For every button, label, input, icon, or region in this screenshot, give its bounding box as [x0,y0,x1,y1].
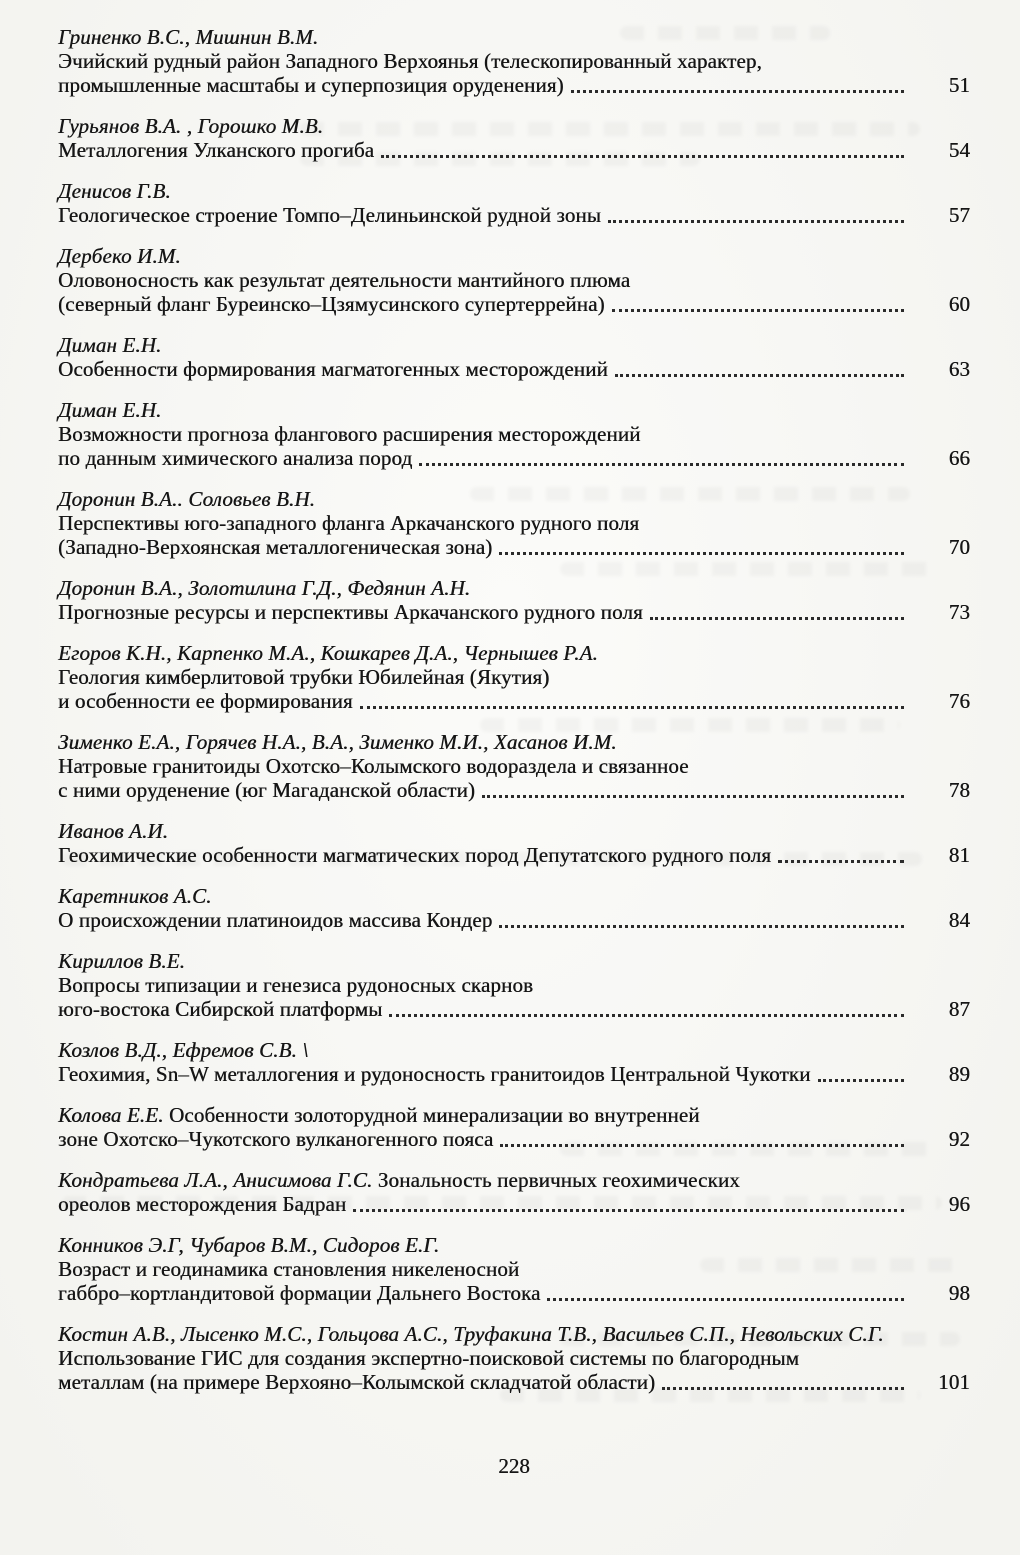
entry-title-text: Особенности золоторудной минерализации во внутренней [168,1103,700,1127]
entry-title-text: Вопросы типизации и генезиса рудоносных скарнов [58,973,534,997]
entry-page-number: 66 [948,446,970,470]
entry-title-text: Перспективы юго-западного фланга Аркачанского рудного поля [58,511,640,535]
entry-authors-line [58,114,970,138]
entry-title-line [58,1370,970,1394]
entry-authors-line [58,487,970,511]
entry-authors: Зименко Е.А., Горячев Н.А., В.А., Зименко М.И., Хасанов И.М. [58,730,617,754]
entry-page-number: 63 [948,357,970,381]
entry-title-text: Возраст и геодинамика становления никеленосной [58,1257,520,1281]
entry-title-text: Металлогения Улканского прогиба [58,138,375,162]
entry-authors-line [58,1233,970,1257]
entry-title-line [58,511,970,535]
entry-title-text: ореолов месторождения Бадран [58,1192,347,1216]
entry-authors: Иванов А.И. [58,819,169,843]
entry-page-number: 89 [948,1062,970,1086]
entry-title-line [58,1168,970,1192]
entry-title-text: промышленные масштабы и суперпозиция оруденения) [58,73,564,97]
entry-authors-line [58,949,970,973]
toc-entry [58,819,970,867]
dotted-leader [650,617,904,620]
entry-authors: Егоров К.Н., Карпенко М.А., Кошкарев Д.А., Чернышев Р.А. [58,641,598,665]
dotted-leader [499,925,904,928]
entry-title-text: Прогнозные ресурсы и перспективы Аркачанского рудного поля [58,600,643,624]
entry-title-line [58,1192,970,1216]
entry-title-text: Натровые гранитоиды Охотско–Колымского водораздела и связанное [58,754,689,778]
toc-entry [58,884,970,932]
toc-entry [58,641,970,713]
entry-title-text: (Западно-Верхоянская металлогеническая зона) [58,535,493,559]
entry-title-line [58,689,970,713]
entry-title-text: Геология кимберлитовой трубки Юбилейная (Якутия) [58,665,550,689]
entry-authors: Доронин В.А.. Соловьев В.Н. [58,487,316,511]
entry-title-text: Оловоносность как результат деятельности мантийного плюма [58,268,631,292]
entry-authors: Козлов В.Д., Ефремов С.В. \ [58,1038,309,1062]
entry-title-text: Геологическое строение Томпо–Делиньинской рудной зоны [58,203,601,227]
entry-title-line [58,1127,970,1151]
entry-title-line [58,268,970,292]
entry-title-text: металлам (на примере Верхояно–Колымской складчатой области) [58,1370,656,1394]
entry-title-line [58,843,970,867]
entry-title-line [58,49,970,73]
entry-authors: Диман Е.Н. [58,398,162,422]
toc-list [58,25,970,1394]
entry-authors-line [58,398,970,422]
entry-title-line [58,292,970,316]
dotted-leader [499,552,904,555]
toc-entry [58,1322,970,1394]
entry-title-line [58,73,970,97]
page-footer [58,1454,970,1479]
entry-authors-line [58,244,970,268]
dotted-leader [662,1387,904,1390]
entry-page-number: 60 [948,292,970,316]
entry-authors-line [58,576,970,600]
entry-authors-line [58,819,970,843]
entry-title-text: габбро–кортландитовой формации Дальнего Востока [58,1281,541,1305]
entry-title-text: Использование ГИС для создания экспертно-поисковой системы по благородным [58,1346,800,1370]
entry-authors: Костин А.В., Лысенко М.С., Гольцова А.С., Труфакина Т.В., Васильев С.П., Невольских С.Г. [58,1322,884,1346]
entry-authors: Денисов Г.В. [58,179,171,203]
entry-title-text: юго-востока Сибирской платформы [58,997,383,1021]
entry-title-line [58,908,970,932]
dotted-leader [608,220,904,223]
dotted-leader [360,706,904,709]
entry-title-text: Возможности прогноза флангового расширения месторождений [58,422,641,446]
entry-title-text: с ними оруденение (юг Магаданской области) [58,778,475,802]
entry-title-line [58,535,970,559]
entry-authors: Кириллов В.Е. [58,949,185,973]
toc-entry [58,398,970,470]
toc-entry [58,179,970,227]
dotted-leader [615,374,904,377]
entry-authors: Колова Е.Е. [58,1103,169,1127]
entry-title-text: Геохимия, Sn–W металлогения и рудоносность гранитоидов Центральной Чукотки [58,1062,811,1086]
entry-authors: Кондратьева Л.А., Анисимова Г.С. [58,1168,378,1192]
entry-authors: Диман Е.Н. [58,333,162,357]
entry-page-number: 57 [948,203,970,227]
dotted-leader [381,155,904,158]
entry-authors: Конников Э.Г, Чубаров В.М., Сидоров Е.Г. [58,1233,440,1257]
entry-page-number: 84 [948,908,970,932]
entry-authors: Гурьянов В.А. , Горошко М.В. [58,114,324,138]
entry-authors-line [58,641,970,665]
entry-title-line [58,1062,970,1086]
entry-title-line [58,665,970,689]
entry-page-number: 87 [948,997,970,1021]
entry-title-text: зоне Охотско–Чукотского вулканогенного пояса [58,1127,494,1151]
entry-page-number: 73 [948,600,970,624]
entry-authors-line [58,25,970,49]
entry-title-line [58,1103,970,1127]
dotted-leader [547,1298,904,1301]
entry-title-text: О происхождении платиноидов массива Кондер [58,908,493,932]
toc-entry [58,1168,970,1216]
entry-title-line [58,1346,970,1370]
toc-entry [58,1103,970,1151]
entry-authors-line [58,884,970,908]
entry-title-line [58,138,970,162]
entry-authors: Гриненко В.С., Мишнин В.М. [58,25,319,49]
entry-authors-line [58,730,970,754]
dotted-leader [482,795,904,798]
dotted-leader [389,1014,904,1017]
entry-title-text: по данным химического анализа пород [58,446,413,470]
dotted-leader [500,1144,904,1147]
entry-authors: Доронин В.А., Золотилина Г.Д., Федянин А.Н. [58,576,471,600]
entry-authors-line [58,179,970,203]
entry-title-line [58,778,970,802]
entry-title-line [58,357,970,381]
entry-title-line [58,1281,970,1305]
entry-page-number: 51 [948,73,970,97]
entry-authors-line [58,333,970,357]
entry-page-number: 81 [948,843,970,867]
toc-entry [58,244,970,316]
footer-page-number: 228 [498,1454,530,1478]
entry-title-line [58,446,970,470]
entry-title-text: (северный фланг Буреинско–Цзямусинского супертеррейна) [58,292,605,316]
entry-title-text: Особенности формирования магматогенных месторождений [58,357,608,381]
toc-entry [58,949,970,1021]
entry-authors-line [58,1038,970,1062]
entry-title-line [58,997,970,1021]
entry-title-text: Эчийский рудный район Западного Верхоянья (телескопированный характер, [58,49,762,73]
entry-title-text: Зональность первичных геохимических [377,1168,740,1192]
entry-authors: Каретников А.С. [58,884,212,908]
toc-entry [58,333,970,381]
toc-entry [58,114,970,162]
dotted-leader [818,1079,905,1082]
toc-entry [58,1233,970,1305]
toc-entry [58,1038,970,1086]
dotted-leader [419,463,904,466]
entry-page-number: 101 [938,1370,970,1394]
toc-entry [58,730,970,802]
entry-page-number: 54 [948,138,970,162]
entry-authors: Дербеко И.М. [58,244,181,268]
dotted-leader [571,90,904,93]
dotted-leader [353,1209,904,1212]
dotted-leader [612,309,904,312]
entry-title-line [58,422,970,446]
entry-title-text: Геохимические особенности магматических пород Депутатского рудного поля [58,843,772,867]
dotted-leader [778,860,904,863]
entry-title-line [58,754,970,778]
entry-page-number: 76 [948,689,970,713]
entry-title-line [58,203,970,227]
entry-page-number: 78 [948,778,970,802]
toc-entry [58,576,970,624]
entry-title-line [58,973,970,997]
entry-authors-line [58,1322,970,1346]
entry-page-number: 96 [948,1192,970,1216]
entry-title-line [58,600,970,624]
entry-page-number: 92 [948,1127,970,1151]
entry-title-line [58,1257,970,1281]
entry-page-number: 98 [948,1281,970,1305]
toc-entry [58,487,970,559]
entry-title-text: и особенности ее формирования [58,689,353,713]
toc-entry [58,25,970,97]
entry-page-number: 70 [948,535,970,559]
